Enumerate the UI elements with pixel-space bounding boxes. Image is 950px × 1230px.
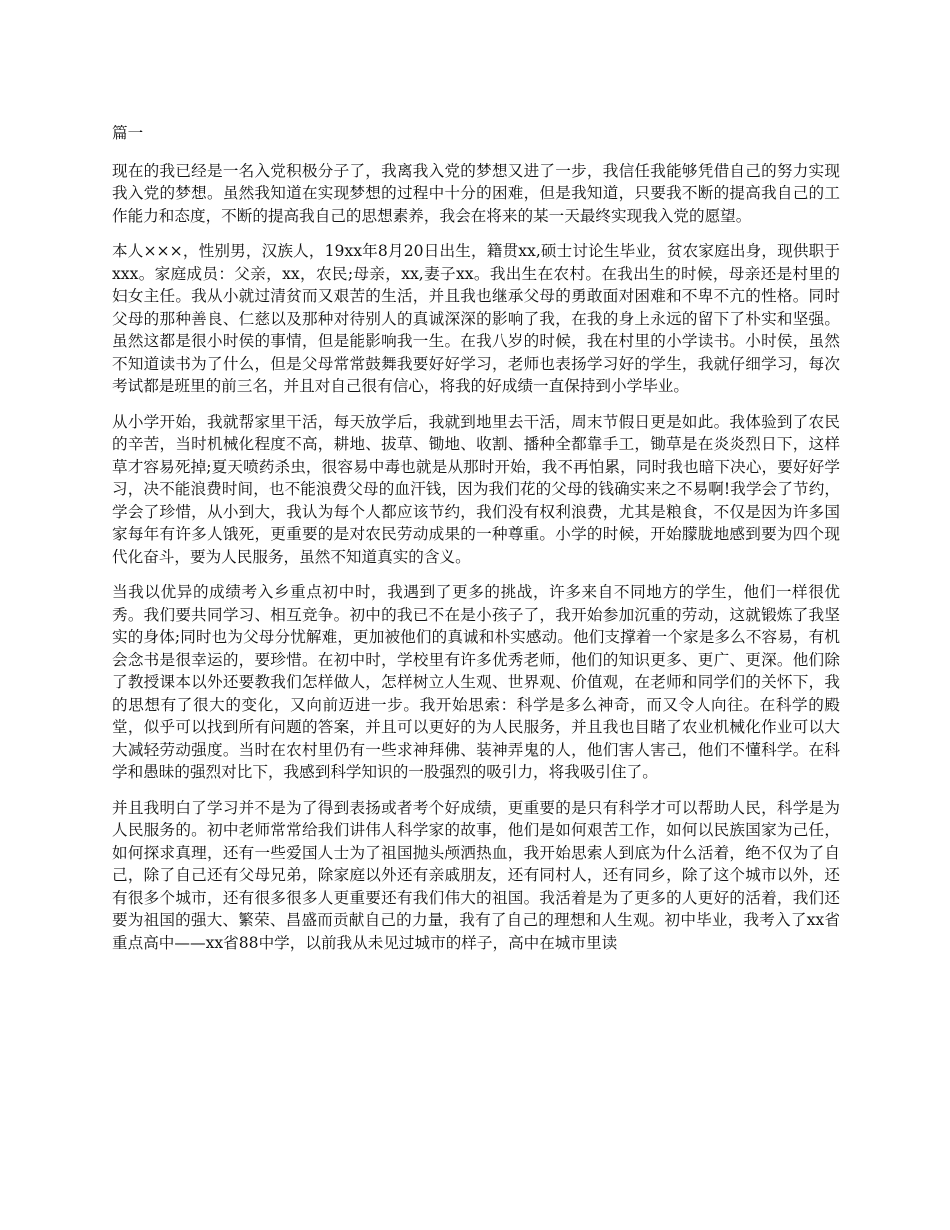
- paragraph-2: 本人×××，性别男，汉族人，19xx年8月20日出生，籍贯xx,硕士讨论生毕业，贫农家庭出身，现供职于xxx。家庭成员：父亲，xx，农民;母亲，xx,妻子xx。我出生在农村。在我出生的时候，母亲还是村里的妇女主任。我从小就过清贫而又艰苦的生活，并且我也继承父母的勇敢面对困难和不卑不亢的性格。同时父母的那种善良、仁慈以及那种对待别人的真诚深深的影响了我，在我的身上永远的留下了朴实和坚强。虽然这都是很小时侯的事情，但是能影响我一生。在我八岁的时候，我在村里的小学读书。小时侯，虽然不知道读书为了什么，但是父母常常鼓舞我要好好学习，老师也表扬学习好的学生，我就仔细学习，每次考试都是班里的前三名，并且对自己很有信心，将我的好成绩一直保持到小学毕业。: [112, 242, 840, 395]
- section-heading: 篇一: [112, 124, 144, 142]
- paragraph-5: 并且我明白了学习并不是为了得到表扬或者考个好成绩，更重要的是只有科学才可以帮助人民，科学是为人民服务的。初中老师常常给我们讲伟人科学家的故事，他们是如何艰苦工作，如何以民族国家为己任，如何探求真理，还有一些爱国人士为了祖国抛头颅洒热血，我开始思索人到底为什么活着，绝不仅为了自己，除了自己还有父母兄弟，除家庭以外还有亲戚朋友，还有同村人，还有同乡，除了这个城市以外，还有很多个城市，还有很多很多人更重要还有我们伟大的祖国。我活着是为了更多的人更好的活着，我们还要为祖国的强大、繁荣、昌盛而贡献自己的力量，我有了自己的理想和人生观。初中毕业，我考入了xx省重点高中——xx省88中学，以前我从未见过城市的样子，高中在城市里读: [112, 798, 840, 952]
- paragraph-4: 当我以优异的成绩考入乡重点初中时，我遇到了更多的挑战，许多来自不同地方的学生，他们一样很优秀。我们要共同学习、相互竞争。初中的我已不在是小孩子了，我开始参加沉重的劳动，这就锻炼了我坚实的身体;同时也为父母分忧解难，更加被他们的真诚和朴实感动。他们支撑着一个家是多么不容易，有机会念书是很幸运的，要珍惜。在初中时，学校里有许多优秀老师，他们的知识更多、更广、更深。他们除了教授课本以外还要教我们怎样做人，怎样树立人生观、世界观、价值观，在老师和同学们的关怀下，我的思想有了很大的变化，又向前迈进一步。我开始思索：科学是多么神奇，而又令人向往。在科学的殿堂，似乎可以找到所有问题的答案，并且可以更好的为人民服务，并且我也目睹了农业机械化作业可以大大减轻劳动强度。当时在农村里仍有一些求神拜佛、装神弄鬼的人，他们害人害己，他们不懂科学。在科学和愚昧的强烈对比下，我感到科学知识的一股强烈的吸引力，将我吸引住了。: [112, 583, 840, 781]
- paragraph-3: 从小学开始，我就帮家里干活，每天放学后，我就到地里去干活，周末节假日更是如此。我体验到了农民的辛苦，当时机械化程度不高，耕地、拔草、锄地、收割、播种全都靠手工，锄草是在炎炎烈日下，这样草才容易死掉;夏天喷药杀虫，很容易中毒也就是从那时开始，我不再怕累，同时我也暗下决心，要好好学习，决不能浪费时间，也不能浪费父母的血汗钱，因为我们花的父母的钱确实来之不易啊!我学会了节约，学会了珍惜，从小到大，我认为每个人都应该节约，我们没有权利浪费，尤其是粮食，不仅是因为许多国家每年有许多人饿死，更重要的是对农民劳动成果的一种尊重。小学的时候，开始朦胧地感到要为四个现代化奋斗，要为人民服务，虽然不知道真实的含义。: [112, 412, 840, 566]
- paragraph-1: 现在的我已经是一名入党积极分子了，我离我入党的梦想又进了一步，我信任我能够凭借自己的努力实现我入党的梦想。虽然我知道在实现梦想的过程中十分的困难，但是我知道，只要我不断的提高我自己的工作能力和态度，不断的提高我自己的思想素养，我会在将来的某一天最终实现我入党的愿望。: [112, 161, 840, 225]
- document-body: [112, 122, 840, 967]
